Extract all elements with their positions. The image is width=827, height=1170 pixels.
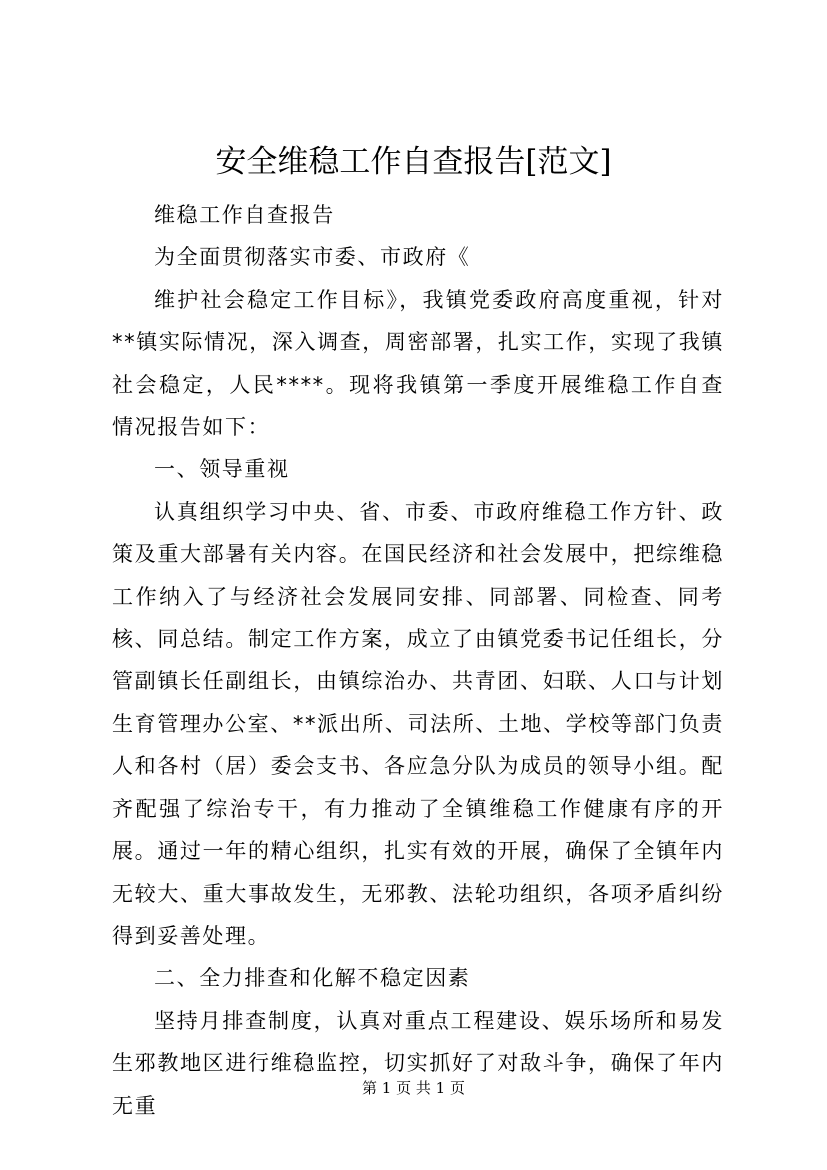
document-body: [112, 194, 724, 1127]
paragraph-leadership: 认真组织学习中央、省、市委、市政府维稳工作方针、政策及重大部暑有关内容。在国民经济和社会发展中，把综维稳工作纳入了与经济社会发展同安排、同部署、同检查、同考核、同总结。制定工作方案，成立了由镇党委书记任组长，分管副镇长任副组长，由镇综治办、共青团、妇联、人口与计划生育管理办公室、**派出所、司法所、土地、学校等部门负责人和各村（居）委会支书、各应急分队为成员的领导小组。配齐配强了综治专干，有力推动了全镇维稳工作健康有序的开展。通过一年的精心组织，扎实有效的开展，确保了全镇年内无较大、重大事故发生，无邪教、法轮功组织，各项矛盾纠纷得到妥善处理。: [112, 499, 724, 948]
paragraph-subtitle: 维稳工作自查报告: [154, 203, 335, 227]
section-heading-leadership: 一、领导重视: [154, 457, 290, 482]
paragraph-investigation: 坚持月排查制度，认真对重点工程建设、娱乐场所和易发生邪教地区进行维稳监控，切实抓好了对敌斗争，确保了年内无重: [112, 1008, 724, 1118]
document-title: 安全维稳工作自查报告[范文]: [215, 144, 612, 180]
section-heading-investigation: 二、全力排查和化解不稳定因素: [154, 966, 471, 991]
paragraph-intro: 为全面贯彻落实市委、市政府《: [154, 245, 471, 270]
paragraph-goal: 维护社会稳定工作目标》，我镇党委政府高度重视，针对**镇实际情况，深入调查，周密部署，扎实工作，实现了我镇社会稳定，人民****。现将我镇第一季度开展维稳工作自查情况报告如下：: [112, 287, 724, 440]
page-footer: 第 1 页 共 1 页: [362, 1079, 465, 1097]
